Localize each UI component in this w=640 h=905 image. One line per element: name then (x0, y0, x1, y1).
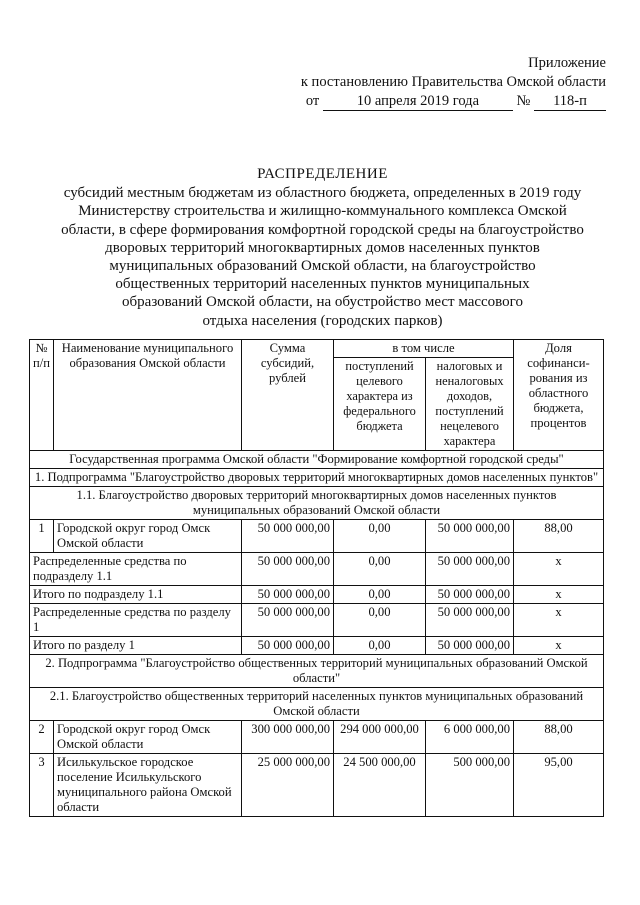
row-num: 2 (30, 721, 54, 754)
table-row (30, 721, 604, 754)
table-row (30, 586, 604, 604)
date-number-line (301, 92, 606, 111)
row-share: х (514, 604, 604, 637)
row-tax: 50 000 000,00 (426, 586, 514, 604)
row-name: Распределенные средства по подразделу 1.1 (30, 553, 242, 586)
title-line: общественных территорий населенных пунктов муниципальных (115, 276, 530, 293)
document-title (45, 165, 600, 330)
row-tax: 50 000 000,00 (426, 604, 514, 637)
col-share-header: Доля софинанси-рования из областного бюджета, процентов (514, 340, 604, 451)
row-sum: 50 000 000,00 (242, 637, 334, 655)
title-line: Министерству строительства и жилищно-коммунального комплекса Омской (78, 203, 567, 220)
title-line: образований Омской области, на обустройство мест массового (122, 294, 523, 311)
col-including-header: в том числе (334, 340, 514, 358)
row-federal: 0,00 (334, 586, 426, 604)
row-num: 1 (30, 520, 54, 553)
row-federal: 0,00 (334, 637, 426, 655)
subprogram-2-title: 2. Подпрограмма "Благоустройство общественных территорий муниципальных образований Омской области" (30, 655, 604, 688)
col-tax-header: налоговых и неналоговых доходов, поступлений нецелевого характера (426, 358, 514, 451)
section-row (30, 688, 604, 721)
row-share: 88,00 (514, 520, 604, 553)
row-name: Распределенные средства по разделу 1 (30, 604, 242, 637)
section-1-1-title: 1.1. Благоустройство дворовых территорий многоквартирных домов населенных пунктов муниципальных образований Омской области (30, 487, 604, 520)
number-label: № (516, 93, 531, 109)
row-sum: 25 000 000,00 (242, 754, 334, 817)
row-tax: 50 000 000,00 (426, 520, 514, 553)
appendix-label: Приложение (528, 55, 606, 71)
table-row (30, 754, 604, 817)
resolution-date: 10 апреля 2019 года (323, 93, 513, 111)
table-row (30, 637, 604, 655)
resolution-reference: к постановлению Правительства Омской области (300, 74, 606, 90)
subprogram-row (30, 469, 604, 487)
section-row (30, 487, 604, 520)
distribution-table (29, 339, 604, 817)
row-name: Городской округ город Омск Омской области (54, 721, 242, 754)
row-federal: 24 500 000,00 (334, 754, 426, 817)
col-sum-header: Сумма субсидий, рублей (242, 340, 334, 451)
appendix-header (301, 54, 606, 111)
col-federal-header: поступлений целевого характера из федерального бюджета (334, 358, 426, 451)
row-tax: 50 000 000,00 (426, 637, 514, 655)
row-name: Исилькульское городское поселение Исилькульского муниципального района Омской области (54, 754, 242, 817)
section-2-1-title: 2.1. Благоустройство общественных территорий населенных пунктов муниципальных образований Омской области (30, 688, 604, 721)
row-federal: 0,00 (334, 520, 426, 553)
row-share: х (514, 586, 604, 604)
table-row (30, 520, 604, 553)
program-title: Государственная программа Омской области "Формирование комфортной городской среды" (30, 451, 604, 469)
row-sum: 50 000 000,00 (242, 586, 334, 604)
title-line: отдыха населения (городских парков) (202, 312, 443, 329)
row-sum: 300 000 000,00 (242, 721, 334, 754)
row-share: х (514, 553, 604, 586)
title-line: области, в сфере формирования комфортной городской среды на благоустройство (61, 221, 584, 238)
row-tax: 500 000,00 (426, 754, 514, 817)
row-name: Итого по подразделу 1.1 (30, 586, 242, 604)
table-row (30, 553, 604, 586)
row-name: Итого по разделу 1 (30, 637, 242, 655)
row-name: Городской округ город Омск Омской области (54, 520, 242, 553)
row-federal: 0,00 (334, 553, 426, 586)
row-share: х (514, 637, 604, 655)
table-header-row (30, 340, 604, 358)
title-line: дворовых территорий многоквартирных домов населенных пунктов (105, 239, 540, 256)
col-name-header: Наименование муниципального образования Омской области (54, 340, 242, 451)
row-tax: 50 000 000,00 (426, 553, 514, 586)
title-line: муниципальных образований Омской области, на благоустройство (109, 258, 536, 275)
resolution-number: 118-п (534, 93, 606, 111)
title-line: субсидий местным бюджетам из областного бюджета, определенных в 2019 году (63, 185, 582, 202)
row-sum: 50 000 000,00 (242, 604, 334, 637)
col-num-header: № п/п (30, 340, 54, 451)
row-tax: 6 000 000,00 (426, 721, 514, 754)
table-row (30, 604, 604, 637)
program-row (30, 451, 604, 469)
row-sum: 50 000 000,00 (242, 553, 334, 586)
row-federal: 294 000 000,00 (334, 721, 426, 754)
row-federal: 0,00 (334, 604, 426, 637)
row-share: 95,00 (514, 754, 604, 817)
subprogram-row (30, 655, 604, 688)
title-heading: РАСПРЕДЕЛЕНИЕ (257, 166, 388, 182)
row-num: 3 (30, 754, 54, 817)
row-share: 88,00 (514, 721, 604, 754)
from-label: от (305, 93, 320, 109)
subprogram-1-title: 1. Подпрограмма "Благоустройство дворовых территорий многоквартирных домов населенных пунктов" (30, 469, 604, 487)
row-sum: 50 000 000,00 (242, 520, 334, 553)
